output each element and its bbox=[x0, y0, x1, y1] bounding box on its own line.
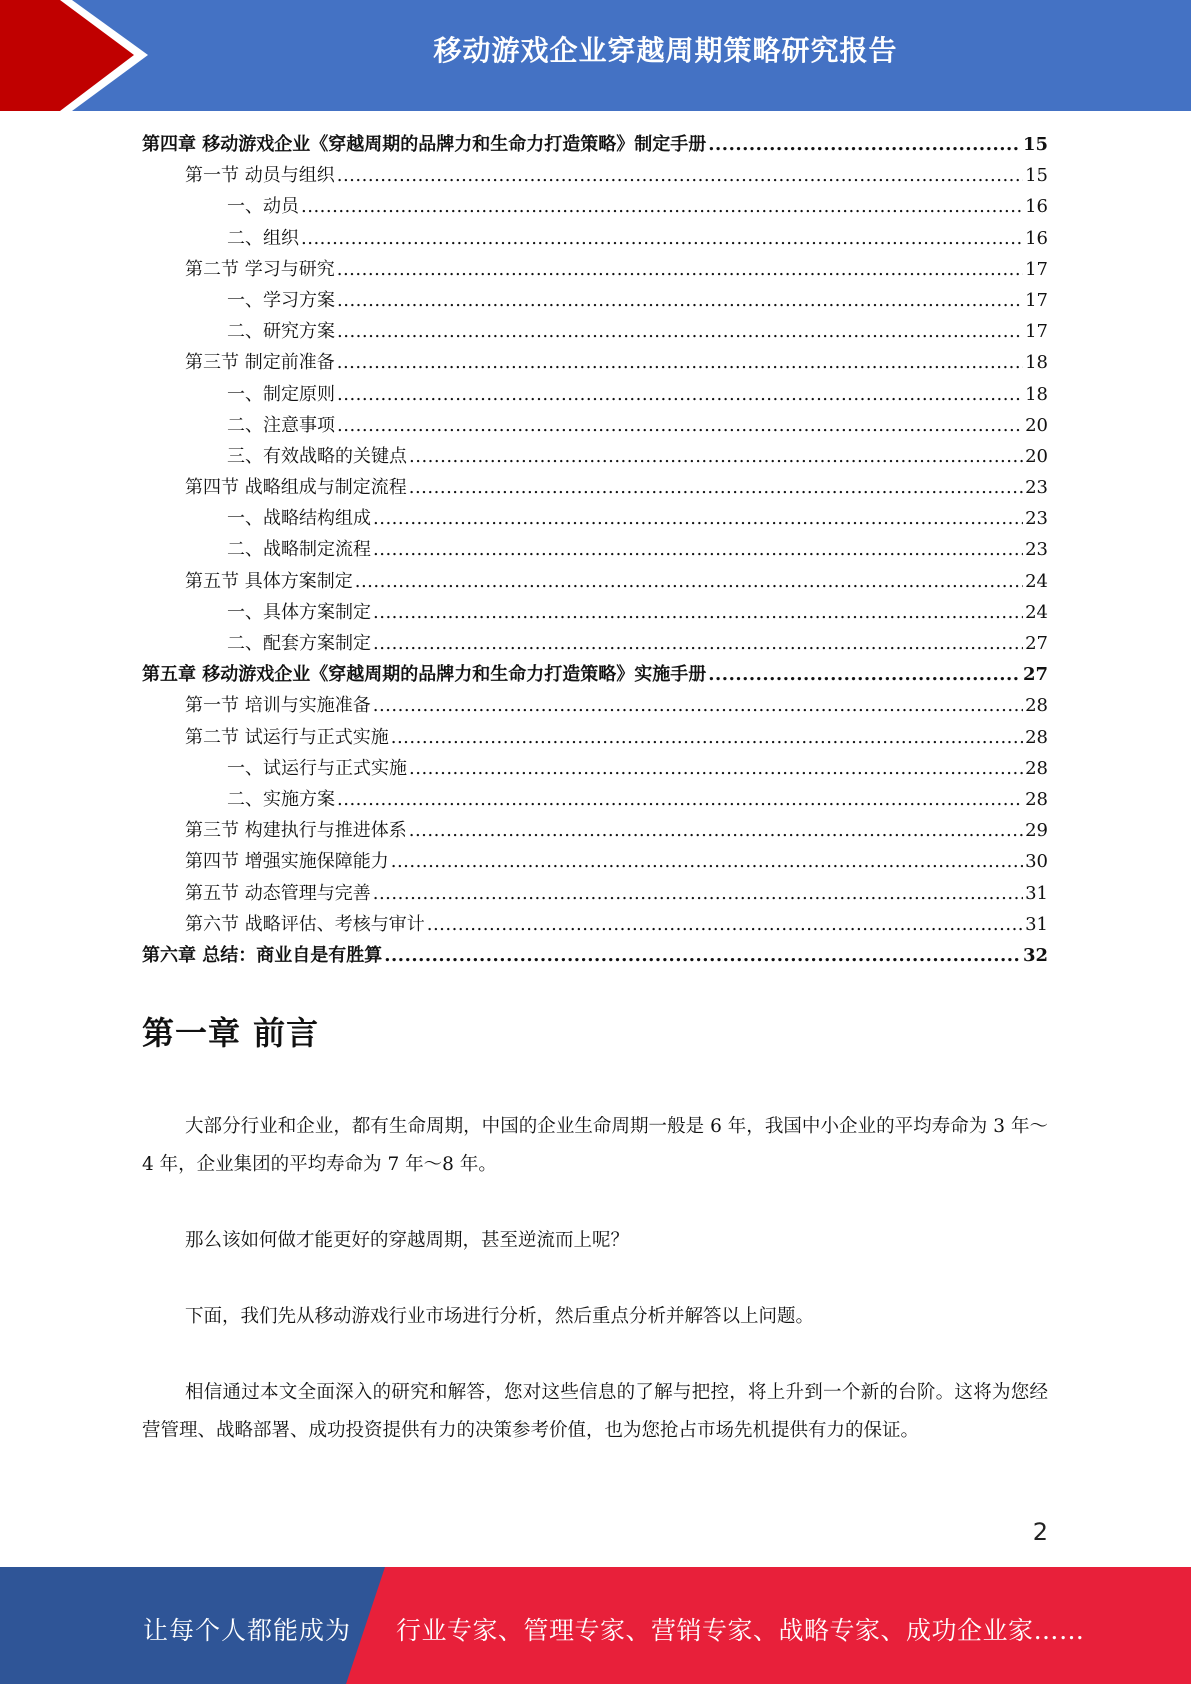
toc-entry-title: 第三节 制定前准备 bbox=[185, 352, 335, 374]
toc-dot-leader bbox=[337, 316, 1023, 347]
chapter-heading: 第一章 前言 bbox=[142, 1014, 320, 1052]
toc-subsection-entry[interactable] bbox=[142, 503, 1048, 534]
toc-subsection-entry[interactable] bbox=[142, 534, 1048, 565]
toc-entry-title: 二、配套方案制定 bbox=[227, 633, 371, 654]
toc-dot-leader bbox=[373, 878, 1023, 909]
toc-entry-title: 第五节 动态管理与完善 bbox=[185, 882, 371, 904]
toc-dot-leader bbox=[409, 441, 1023, 472]
toc-dot-leader bbox=[373, 503, 1023, 534]
page-header-band bbox=[0, 0, 1191, 111]
toc-section-entry[interactable] bbox=[142, 846, 1048, 877]
toc-subsection-entry[interactable] bbox=[142, 285, 1048, 316]
toc-entry-page-number: 32 bbox=[1022, 944, 1048, 966]
toc-subsection-entry[interactable] bbox=[142, 191, 1048, 222]
toc-dot-leader bbox=[373, 534, 1023, 565]
toc-dot-leader bbox=[708, 129, 1021, 160]
toc-entry-page-number: 16 bbox=[1025, 227, 1048, 249]
toc-entry-title: 第五章 移动游戏企业《穿越周期的品牌力和生命力打造策略》实施手册 bbox=[142, 664, 707, 686]
footer-slogan-right: 行业专家、管理专家、营销专家、战略专家、成功企业家…… bbox=[396, 1616, 1085, 1645]
toc-dot-leader bbox=[708, 659, 1021, 690]
toc-section-entry[interactable] bbox=[142, 722, 1048, 753]
toc-dot-leader bbox=[409, 472, 1023, 503]
page-number: 2 bbox=[1032, 1518, 1048, 1546]
toc-entry-page-number: 28 bbox=[1025, 726, 1048, 748]
toc-entry-page-number: 28 bbox=[1025, 788, 1048, 810]
toc-entry-page-number: 18 bbox=[1025, 352, 1048, 374]
toc-chapter-entry[interactable] bbox=[142, 940, 1048, 971]
toc-entry-title: 第一节 培训与实施准备 bbox=[185, 695, 371, 717]
toc-section-entry[interactable] bbox=[142, 347, 1048, 378]
toc-section-entry[interactable] bbox=[142, 909, 1048, 940]
toc-section-entry[interactable] bbox=[142, 690, 1048, 721]
toc-entry-page-number: 15 bbox=[1025, 165, 1048, 187]
body-paragraph: 那么该如何做才能更好的穿越周期，甚至逆流而上呢？ bbox=[185, 1230, 630, 1251]
toc-dot-leader bbox=[337, 347, 1023, 378]
toc-entry-title: 第五节 具体方案制定 bbox=[185, 570, 353, 592]
toc-entry-title: 第四节 增强实施保障能力 bbox=[185, 851, 389, 873]
toc-entry-page-number: 18 bbox=[1025, 383, 1048, 405]
toc-dot-leader bbox=[337, 254, 1023, 285]
toc-dot-leader bbox=[373, 690, 1023, 721]
toc-entry-title: 第一节 动员与组织 bbox=[185, 165, 335, 187]
toc-entry-page-number: 15 bbox=[1022, 134, 1048, 155]
toc-entry-page-number: 31 bbox=[1025, 913, 1048, 935]
toc-section-entry[interactable] bbox=[142, 160, 1048, 191]
toc-dot-leader bbox=[391, 722, 1023, 753]
toc-entry-title: 一、学习方案 bbox=[227, 289, 335, 311]
toc-entry-page-number: 28 bbox=[1025, 695, 1048, 717]
toc-chapter-entry[interactable] bbox=[142, 129, 1048, 160]
body-paragraph: 相信通过本文全面深入的研究和解答，您对这些信息的了解与把控，将上升到一个新的台阶。这将为您经营管理、战略部署、成功投资提供有力的决策参考价值，也为您抢占市场先机提供有力的保证。 bbox=[142, 1382, 1048, 1441]
toc-entry-page-number: 27 bbox=[1025, 633, 1048, 654]
toc-dot-leader bbox=[409, 815, 1023, 846]
toc-entry-title: 第六章 总结：商业自是有胜算 bbox=[142, 944, 383, 966]
toc-section-entry[interactable] bbox=[142, 878, 1048, 909]
toc-subsection-entry[interactable] bbox=[142, 410, 1048, 441]
toc-entry-title: 第二节 试运行与正式实施 bbox=[185, 726, 389, 748]
toc-entry-title: 二、实施方案 bbox=[227, 788, 335, 810]
toc-entry-page-number: 29 bbox=[1025, 820, 1048, 842]
toc-entry-title: 二、组织 bbox=[227, 227, 299, 249]
body-paragraph: 下面，我们先从移动游戏行业市场进行分析，然后重点分析并解答以上问题。 bbox=[185, 1306, 815, 1327]
table-of-contents bbox=[142, 129, 1048, 971]
toc-entry-title: 三、有效战略的关键点 bbox=[227, 445, 407, 467]
toc-entry-title: 第三节 构建执行与推进体系 bbox=[185, 820, 407, 842]
toc-entry-page-number: 17 bbox=[1025, 258, 1048, 280]
toc-entry-page-number: 23 bbox=[1025, 539, 1048, 561]
toc-subsection-entry[interactable] bbox=[142, 316, 1048, 347]
toc-dot-leader bbox=[301, 191, 1023, 222]
toc-entry-page-number: 23 bbox=[1025, 508, 1048, 530]
toc-entry-title: 二、研究方案 bbox=[227, 321, 335, 343]
toc-dot-leader bbox=[391, 846, 1023, 877]
toc-entry-title: 一、试运行与正式实施 bbox=[227, 757, 407, 779]
report-title: 移动游戏企业穿越周期策略研究报告 bbox=[433, 34, 898, 67]
toc-entry-title: 一、制定原则 bbox=[227, 383, 335, 405]
toc-subsection-entry[interactable] bbox=[142, 441, 1048, 472]
toc-section-entry[interactable] bbox=[142, 472, 1048, 503]
body-paragraph: 大部分行业和企业，都有生命周期，中国的企业生命周期一般是 6 年，我国中小企业的平均寿命为 3 年～4 年，企业集团的平均寿命为 7 年～8 年。 bbox=[142, 1116, 1048, 1175]
toc-entry-title: 第二节 学习与研究 bbox=[185, 258, 335, 280]
toc-entry-title: 二、战略制定流程 bbox=[227, 539, 371, 561]
toc-section-entry[interactable] bbox=[142, 254, 1048, 285]
toc-entry-page-number: 16 bbox=[1025, 196, 1048, 218]
toc-section-entry[interactable] bbox=[142, 566, 1048, 597]
toc-entry-title: 一、动员 bbox=[227, 196, 299, 218]
toc-entry-page-number: 31 bbox=[1025, 882, 1048, 904]
toc-entry-title: 一、具体方案制定 bbox=[227, 601, 371, 623]
toc-entry-page-number: 20 bbox=[1025, 445, 1048, 467]
toc-dot-leader bbox=[337, 285, 1023, 316]
toc-entry-page-number: 28 bbox=[1025, 757, 1048, 779]
toc-entry-page-number: 24 bbox=[1025, 601, 1048, 623]
toc-entry-page-number: 20 bbox=[1025, 414, 1048, 436]
toc-entry-title: 第四节 战略组成与制定流程 bbox=[185, 477, 407, 499]
toc-entry-title: 二、注意事项 bbox=[227, 414, 335, 436]
toc-entry-page-number: 17 bbox=[1025, 321, 1048, 343]
toc-entry-title: 一、战略结构组成 bbox=[227, 508, 371, 530]
toc-chapter-entry[interactable] bbox=[142, 659, 1048, 690]
toc-section-entry[interactable] bbox=[142, 815, 1048, 846]
toc-entry-page-number: 17 bbox=[1025, 289, 1048, 311]
toc-entry-page-number: 27 bbox=[1022, 664, 1048, 686]
toc-subsection-entry[interactable] bbox=[142, 223, 1048, 254]
toc-subsection-entry[interactable] bbox=[142, 379, 1048, 410]
toc-dot-leader bbox=[337, 410, 1023, 441]
toc-dot-leader bbox=[384, 940, 1021, 971]
page-footer-band bbox=[0, 1567, 1191, 1684]
toc-subsection-entry[interactable] bbox=[142, 597, 1048, 628]
toc-subsection-entry[interactable] bbox=[142, 628, 1048, 659]
toc-dot-leader bbox=[337, 784, 1023, 815]
toc-subsection-entry[interactable] bbox=[142, 784, 1048, 815]
toc-dot-leader bbox=[373, 597, 1023, 628]
toc-dot-leader bbox=[373, 628, 1023, 659]
toc-dot-leader bbox=[427, 909, 1023, 940]
toc-subsection-entry[interactable] bbox=[142, 753, 1048, 784]
header-arrow-icon bbox=[0, 0, 160, 111]
toc-entry-page-number: 24 bbox=[1025, 570, 1048, 592]
toc-dot-leader bbox=[355, 566, 1023, 597]
toc-dot-leader bbox=[337, 379, 1023, 410]
toc-entry-page-number: 23 bbox=[1025, 477, 1048, 499]
toc-dot-leader bbox=[301, 223, 1023, 254]
toc-dot-leader bbox=[409, 753, 1023, 784]
toc-entry-title: 第四章 移动游戏企业《穿越周期的品牌力和生命力打造策略》制定手册 bbox=[142, 134, 707, 155]
footer-slogan-left: 让每个人都能成为 bbox=[143, 1616, 352, 1645]
toc-entry-page-number: 30 bbox=[1025, 851, 1048, 873]
toc-entry-title: 第六节 战略评估、考核与审计 bbox=[185, 913, 425, 935]
toc-dot-leader bbox=[337, 160, 1023, 191]
